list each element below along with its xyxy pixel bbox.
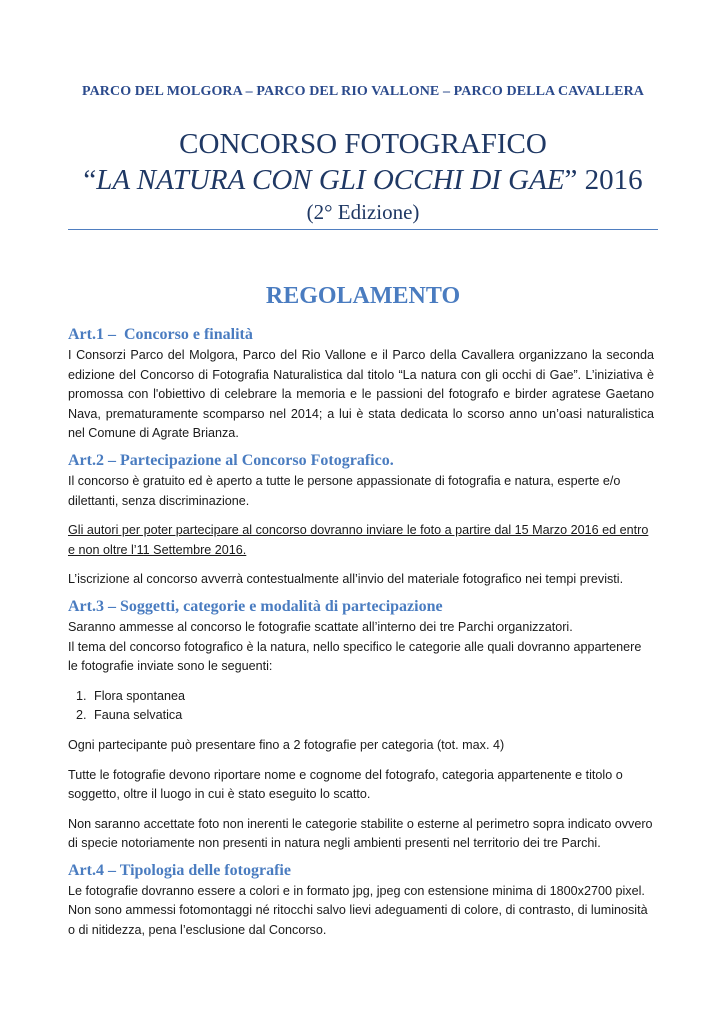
art2-heading: [68, 450, 654, 472]
title-divider: [68, 229, 658, 230]
art2-paragraph-3: L’iscrizione al concorso avverrà contestualmente all’invio del materiale fotografico nei tempi previsti.: [68, 572, 624, 587]
regolamento-heading: REGOLAMENTO: [265, 283, 461, 309]
contest-title: CONCORSO FOTOGRAFICO: [179, 128, 547, 160]
art3-heading: [68, 596, 654, 618]
art3-paragraph-1: Saranno ammesse al concorso le fotografie scattate all’interno dei tre Parchi organizzatori.: [68, 619, 573, 634]
category-list: [68, 687, 654, 726]
edition-label: (2° Edizione): [306, 200, 420, 224]
contest-subtitle: [68, 162, 658, 198]
regolamento-body: [68, 324, 654, 941]
parks-header: PARCO DEL MOLGORA – PARCO DEL RIO VALLONE – PARCO DELLA CAVALLERA: [81, 84, 645, 99]
art3-paragraph-4: Tutte le fotografie devono riportare nome e cognome del fotografo, categoria appartenente e titolo o soggetto, oltre il luogo in cui è stato eseguito lo scatto.: [68, 767, 623, 802]
art4-heading: [68, 860, 654, 882]
art4-paragraph-1: Le fotografie dovranno essere a colori e in formato jpg, jpeg con estensione minima di 1800x2700 pixel.: [68, 883, 645, 898]
title-block: [68, 126, 658, 226]
subtitle-close-year: ” 2016: [564, 164, 643, 196]
subtitle-open-quote: “: [83, 164, 97, 196]
art4-paragraph-2: Non sono ammessi fotomontaggi né ritocchi salvo lievi adeguamenti di colore, di contrasto, di luminosità o di nitidezza, pena l’esclusione dal Concorso.: [68, 903, 648, 938]
list-item: 2. Fauna selvatica: [90, 706, 654, 726]
art2-paragraph-1: Il concorso è gratuito ed è aperto a tutte le persone appassionate di fotografia e natura, esperte e/o dilettanti, senza discriminazione.: [68, 473, 621, 508]
art3-paragraph-3: Ogni partecipante può presentare fino a 2 fotografie per categoria (tot. max. 4): [68, 737, 505, 752]
art1-heading-number: Art.1 –: [68, 326, 116, 343]
art3-heading-text: Art.3 – Soggetti, categorie e modalità di partecipazione: [68, 597, 443, 615]
subtitle-italic: LA NATURA CON GLI OCCHI DI GAE: [96, 164, 565, 196]
art3-paragraph-2: Il tema del concorso fotografico è la natura, nello specifico le categorie alle quali dovranno appartenere le fotografie inviate sono le seguenti:: [68, 639, 642, 674]
art1-heading: [68, 324, 654, 346]
list-item: 1. Flora spontanea: [90, 687, 654, 707]
art3-paragraph-5: Non saranno accettate foto non inerenti le categorie stabilite o esterne al perimetro sopra indicato ovvero di specie notoriamente non presenti in natura negli ambienti presenti nel territorio dei tre Parchi.: [68, 816, 653, 851]
art1-text: I Consorzi Parco del Molgora, Parco del Rio Vallone e il Parco della Cavallera organizzano la seconda edizione del Concorso di Fotografia Naturalistica dal titolo “La natura con gli occhi di Gae”. L’iniziativa è promossa con l'obiettivo di celebrare la memoria e le passioni del fotografo e birder agratese Gaetano Nava, prematuramente scomparso nel 2014; a lui è stata dedicata lo scorso anno un’oasi naturalistica nel Comune di Agrate Brianza.: [68, 348, 654, 441]
art4-heading-text: Art.4 – Tipologia delle fotografie: [68, 861, 291, 879]
art2-paragraph-2: Gli autori per poter partecipare al concorso dovranno inviare le foto a partire dal 15 Marzo 2016 ed entro e non oltre l’11 Settembre 2016.: [68, 523, 649, 557]
art2-heading-text: Art.2 – Partecipazione al Concorso Fotografico.: [68, 451, 394, 469]
art1-heading-title: Concorso e finalità: [115, 326, 253, 343]
